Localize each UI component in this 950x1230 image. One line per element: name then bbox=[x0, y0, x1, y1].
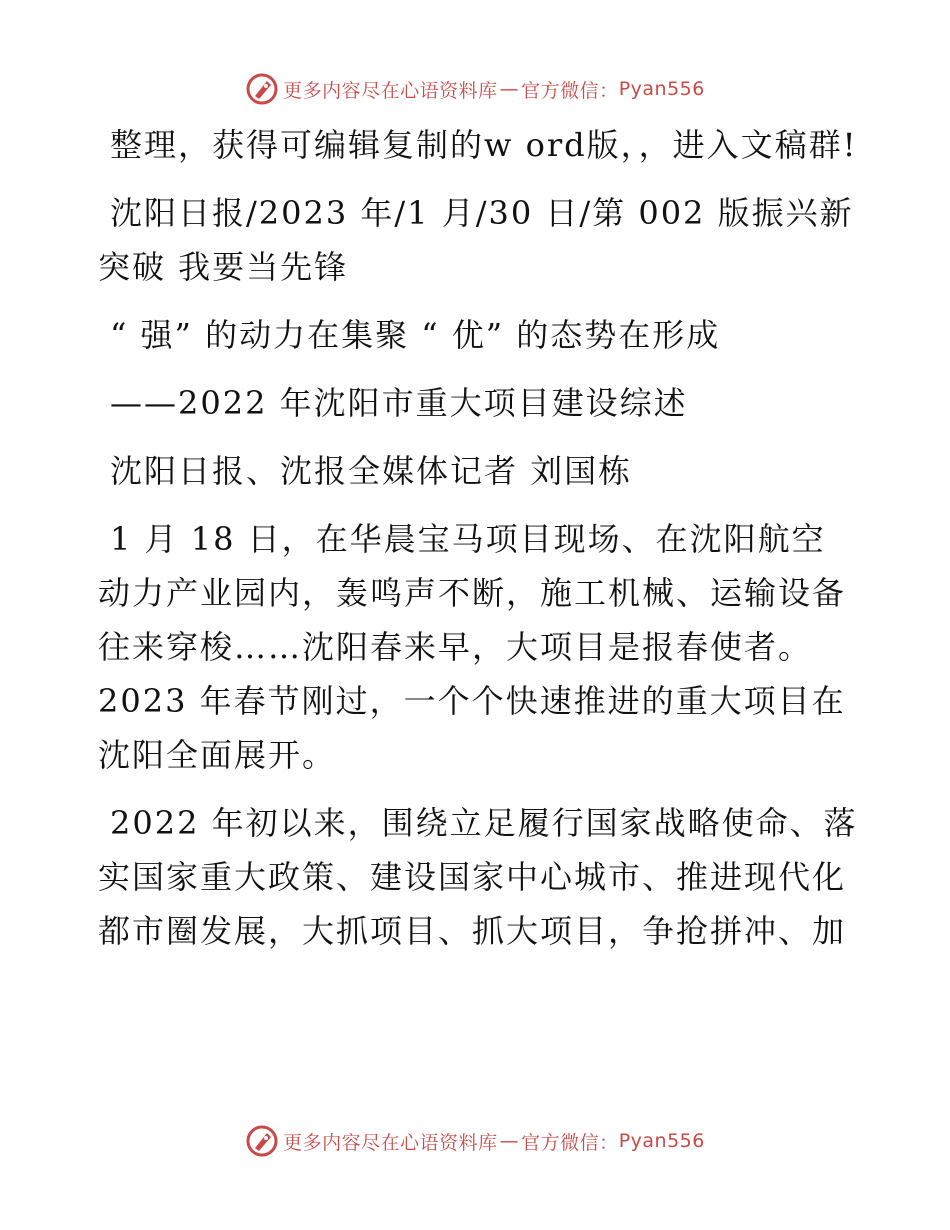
document-body bbox=[98, 118, 858, 972]
pen-nib-logo-icon bbox=[245, 72, 279, 106]
header-watermark bbox=[0, 72, 950, 106]
paragraph-body-1: 1 月 18 日，在华晨宝马项目现场、在沈阳航空动力产业园内，轰鸣声不断，施工机械、运输设备往来穿梭……沈阳春来早，大项目是报春使者。2023 年春节刚过，一个个快速推进的重大项目在沈阳全面展开。 bbox=[98, 520, 847, 774]
watermark-suffix: 官方微信： bbox=[521, 1131, 619, 1154]
article-byline: 沈阳日报、沈报全媒体记者 刘国栋 bbox=[110, 452, 633, 490]
paragraph-source: 沈阳日报/2023 年/1 月/30 日/第 002 版振兴新突破 我要当先锋 bbox=[98, 194, 854, 286]
article-subtitle: ——2022 年沈阳市重大项目建设综述 bbox=[110, 384, 688, 422]
watermark-suffix: 官方微信： bbox=[521, 79, 619, 102]
watermark-separator: — bbox=[499, 1130, 520, 1152]
watermark-separator: — bbox=[499, 78, 520, 100]
watermark-text: 更多内容尽在心语资料库 bbox=[283, 79, 498, 102]
article-title: “ 强” 的动力在集聚 “ 优” 的态势在形成 bbox=[110, 316, 721, 354]
watermark-wechat-id: Pyan556 bbox=[618, 1130, 705, 1152]
footer-watermark bbox=[0, 1124, 950, 1158]
pen-nib-logo-icon bbox=[245, 1124, 279, 1158]
watermark-text: 更多内容尽在心语资料库 bbox=[283, 1131, 498, 1154]
watermark-wechat-id: Pyan556 bbox=[618, 78, 705, 100]
paragraph-body-2: 2022 年初以来，围绕立足履行国家战略使命、落实国家重大政策、建设国家中心城市、推进现代化都市圈发展，大抓项目、抓大项目，争抢拼冲、加 bbox=[98, 804, 858, 950]
paragraph-intro: 整理，获得可编辑复制的w ord版，，进入文稿群! bbox=[110, 126, 858, 164]
